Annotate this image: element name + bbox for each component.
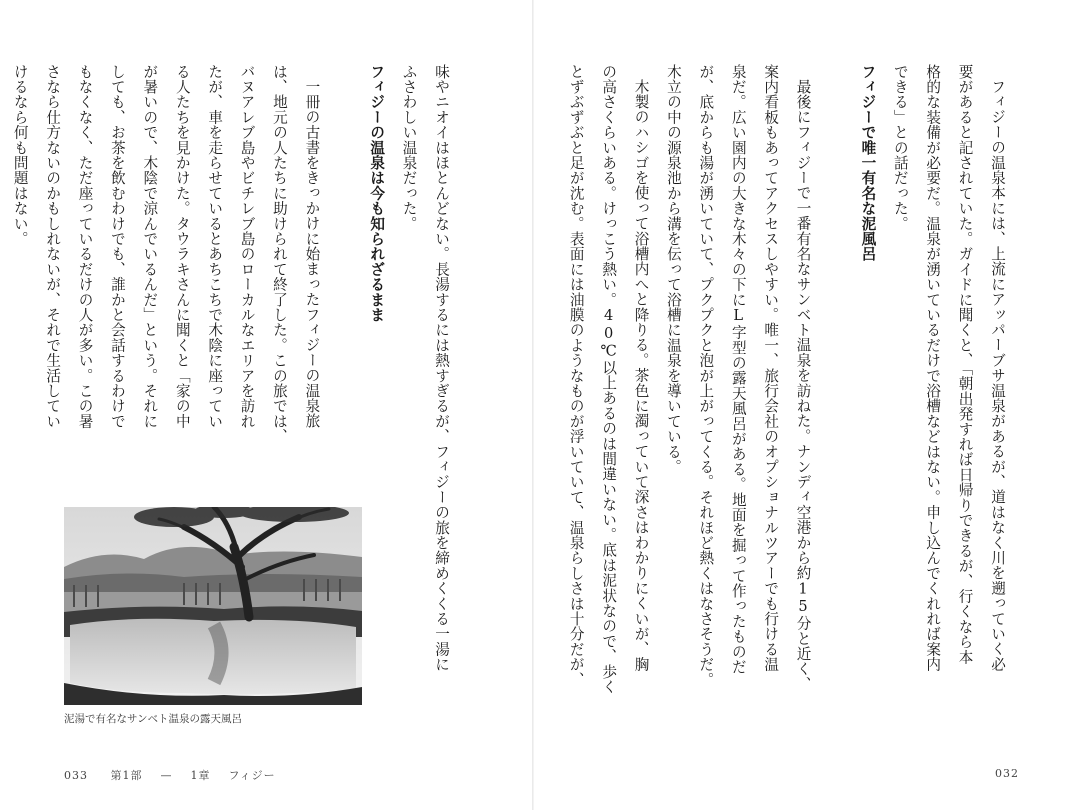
running-head-dash: — bbox=[160, 769, 173, 782]
running-head-country: フィジー bbox=[228, 769, 276, 782]
running-head-part: 第1部 bbox=[110, 769, 143, 782]
paragraph-line: フィジーの温泉本には、上流にアッパーブサ温泉があるが、道はなく川を遡っていく必 bbox=[989, 78, 1006, 672]
folio-left: 033 bbox=[64, 769, 88, 782]
paragraph-line: ふさわしい温泉だった。 bbox=[400, 64, 418, 232]
paragraph-line: けるなら何も問題はない。 bbox=[11, 64, 29, 247]
paragraph-line: 要があると記されていた。ガイドに聞くと、「朝出発すれば日帰りできるが、行くなら本 bbox=[956, 64, 974, 665]
paragraph-line: バヌアレブ島やビチレブ島のローカルなエリアを訪れ bbox=[238, 64, 256, 429]
paragraph-line: たが、車を走らせているとあちこちで木陰に座ってい bbox=[206, 64, 224, 429]
folio-right: 032 bbox=[995, 767, 1019, 780]
page-gutter bbox=[532, 0, 534, 810]
paragraph-line: 最後にフィジーで一番有名なサンベト温泉を訪ねた。ナンディ空港から約15分と近く、 bbox=[794, 78, 812, 692]
paragraph-line: の高さくらいある。けっこう熱い。40℃以上あるのは間違いない。底は泥状なので、歩く bbox=[600, 64, 618, 695]
paragraph-line: しても、お茶を飲むわけでも、誰かと会話するわけで bbox=[108, 64, 126, 429]
paragraph-line: が、底からも湯が湧いていて、プクプクと泡が上がってくる。それほど熱くはなさそうだ。 bbox=[697, 64, 715, 688]
paragraph-line: 泉だ。広い園内の大きな木々の下にL字型の露天風呂がある。地面を掘って作ったものだ bbox=[729, 64, 747, 675]
running-head-chapter: 1章 bbox=[190, 769, 211, 782]
photo-illustration bbox=[64, 507, 362, 705]
section-heading bbox=[851, 64, 883, 754]
paragraph-line: は、地元の人たちに助けられて終了した。この旅では、 bbox=[270, 64, 288, 444]
paragraph-line: 木製のハシゴを使って浴槽内へと降りる。茶色に濁っていて深さはわかりにくいが、胸 bbox=[632, 78, 650, 672]
paragraph-line: さなら仕方ないのかもしれないが、それで生活してい bbox=[44, 64, 62, 429]
paragraph-line: 一冊の古書をきっかけに始まったフィジーの温泉旅 bbox=[303, 78, 321, 429]
paragraph-line: 案内看板もあってアクセスしやすい。唯一、旅行会社のオプショナルツアーでも行ける温 bbox=[762, 64, 780, 672]
right-page-body bbox=[559, 64, 1013, 754]
hot-spring-photo bbox=[64, 507, 362, 705]
paragraph-line: る人たちを見かけた。タウラキさんに聞くと「家の中 bbox=[173, 64, 191, 429]
section-heading-text: フィジーで唯一有名な泥風呂 bbox=[859, 64, 877, 262]
paragraph-line: 木立の中の源泉池から溝を伝って浴槽に温泉を導いている。 bbox=[664, 64, 682, 475]
paragraph-line: できる」との話だった。 bbox=[891, 64, 909, 232]
paragraph-line: 味やニオイはほとんどない。長湯するには熱すぎるが、フィジーの旅を締めくくる一湯に bbox=[433, 64, 450, 672]
paragraph-line: が暑いので、木陰で涼んでいるんだ」という。それに bbox=[141, 64, 159, 429]
paragraph-line: もなくなく、ただ座っているだけの人が多い。この暑 bbox=[76, 64, 94, 429]
paragraph-line: とずぶずぶと足が沈む。表面には油膜のようなものが浮いていて、温泉らしさは十分だが、 bbox=[567, 64, 585, 688]
photo-caption: 泥湯で有名なサンベト温泉の露天風呂 bbox=[64, 713, 242, 725]
paragraph-line: 格的な装備が必要だ。温泉が湧いているだけで浴槽などはない。申し込んでくれれば案内 bbox=[924, 64, 942, 672]
section-heading-text: フィジーの温泉は今も知られざるまま bbox=[368, 64, 386, 323]
section-heading bbox=[360, 64, 392, 754]
running-footer bbox=[64, 767, 294, 783]
